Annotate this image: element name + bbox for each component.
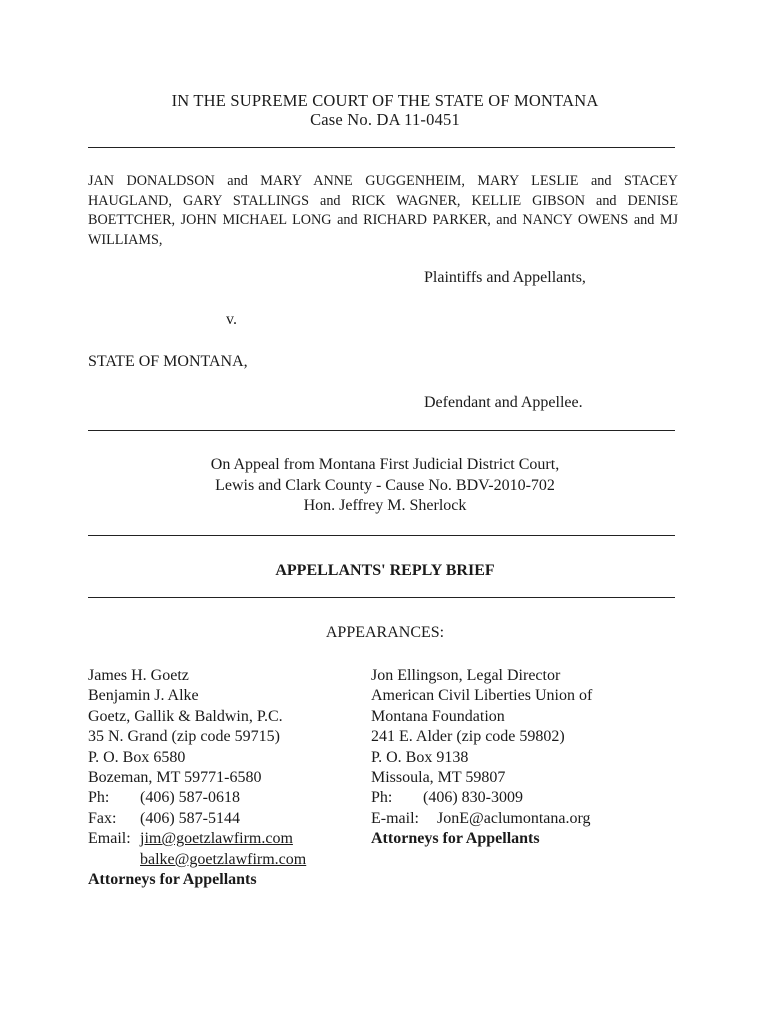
brief-title: APPELLANTS' REPLY BRIEF [275, 562, 495, 579]
case-number: Case No. DA 11-0451 [310, 110, 460, 129]
phone-number: (406) 587-0618 [140, 789, 240, 807]
fax-label: Fax: [88, 809, 117, 827]
phone-label: Ph: [88, 789, 110, 807]
divider [88, 597, 675, 598]
phone-label: Ph: [371, 789, 393, 807]
email-line-2 [88, 850, 306, 870]
street-address: 35 N. Grand (zip code 59715) [88, 728, 280, 746]
email-address: JonE@aclumontana.org [437, 809, 591, 827]
counsel-name: James H. Goetz [88, 667, 189, 684]
right-counsel-block [371, 666, 592, 850]
plaintiffs-role: Plaintiffs and Appellants, [424, 269, 586, 286]
appeal-court-line: On Appeal from Montana First Judicial District Court, [210, 456, 560, 473]
email-link[interactable]: balke@goetzlawfirm.com [140, 850, 307, 868]
phone-line [371, 788, 592, 808]
phone-line [88, 788, 306, 808]
divider [88, 430, 675, 431]
counsel-role: Attorneys for Appellants [88, 871, 257, 889]
phone-number: (406) 830-3009 [423, 789, 523, 807]
counsel-name: Benjamin J. Alke [88, 687, 199, 705]
fax-number: (406) 587-5144 [140, 809, 240, 827]
po-box: P. O. Box 6580 [88, 748, 186, 766]
court-heading: IN THE SUPREME COURT OF THE STATE OF MONTANA [171, 91, 599, 110]
divider [88, 147, 675, 148]
organization-line: Montana Foundation [371, 707, 505, 725]
appearances-heading: APPEARANCES: [325, 624, 445, 641]
appeal-judge-line: Hon. Jeffrey M. Sherlock [303, 497, 467, 514]
fax-line [88, 809, 306, 829]
email-label: Email: [88, 830, 131, 848]
divider [88, 535, 675, 536]
defendant-role: Defendant and Appellee. [424, 394, 583, 411]
email-link[interactable]: jim@goetzlawfirm.com [140, 830, 293, 848]
email-line [371, 809, 592, 829]
plaintiffs-names: JAN DONALDSON and MARY ANNE GUGGENHEIM, MARY LESLIE and STACEY HAUGLAND, GARY STALLINGS and RICK WAGNER, KELLIE GIBSON and DENISE BOETTCHER, JOHN MICHAEL LONG and RICHARD PARKER, and NANCY OWENS and MJ WILLIAMS, [88, 173, 678, 248]
city-state-zip: Bozeman, MT 59771-6580 [88, 769, 262, 787]
counsel-role: Attorneys for Appellants [371, 830, 540, 848]
city-state-zip: Missoula, MT 59807 [371, 769, 506, 787]
organization-line: American Civil Liberties Union of [371, 687, 593, 705]
email-label: E-mail: [371, 809, 419, 827]
defendant-name: STATE OF MONTANA, [88, 353, 248, 370]
email-line [88, 829, 306, 849]
firm-name: Goetz, Gallik & Baldwin, P.C. [88, 707, 283, 725]
left-counsel-block [88, 666, 306, 890]
po-box: P. O. Box 9138 [371, 748, 469, 766]
versus: v. [226, 311, 237, 328]
counsel-name: Jon Ellingson, Legal Director [371, 667, 561, 684]
appeal-cause-line: Lewis and Clark County - Cause No. BDV-2010-702 [215, 477, 555, 494]
street-address: 241 E. Alder (zip code 59802) [371, 728, 565, 746]
